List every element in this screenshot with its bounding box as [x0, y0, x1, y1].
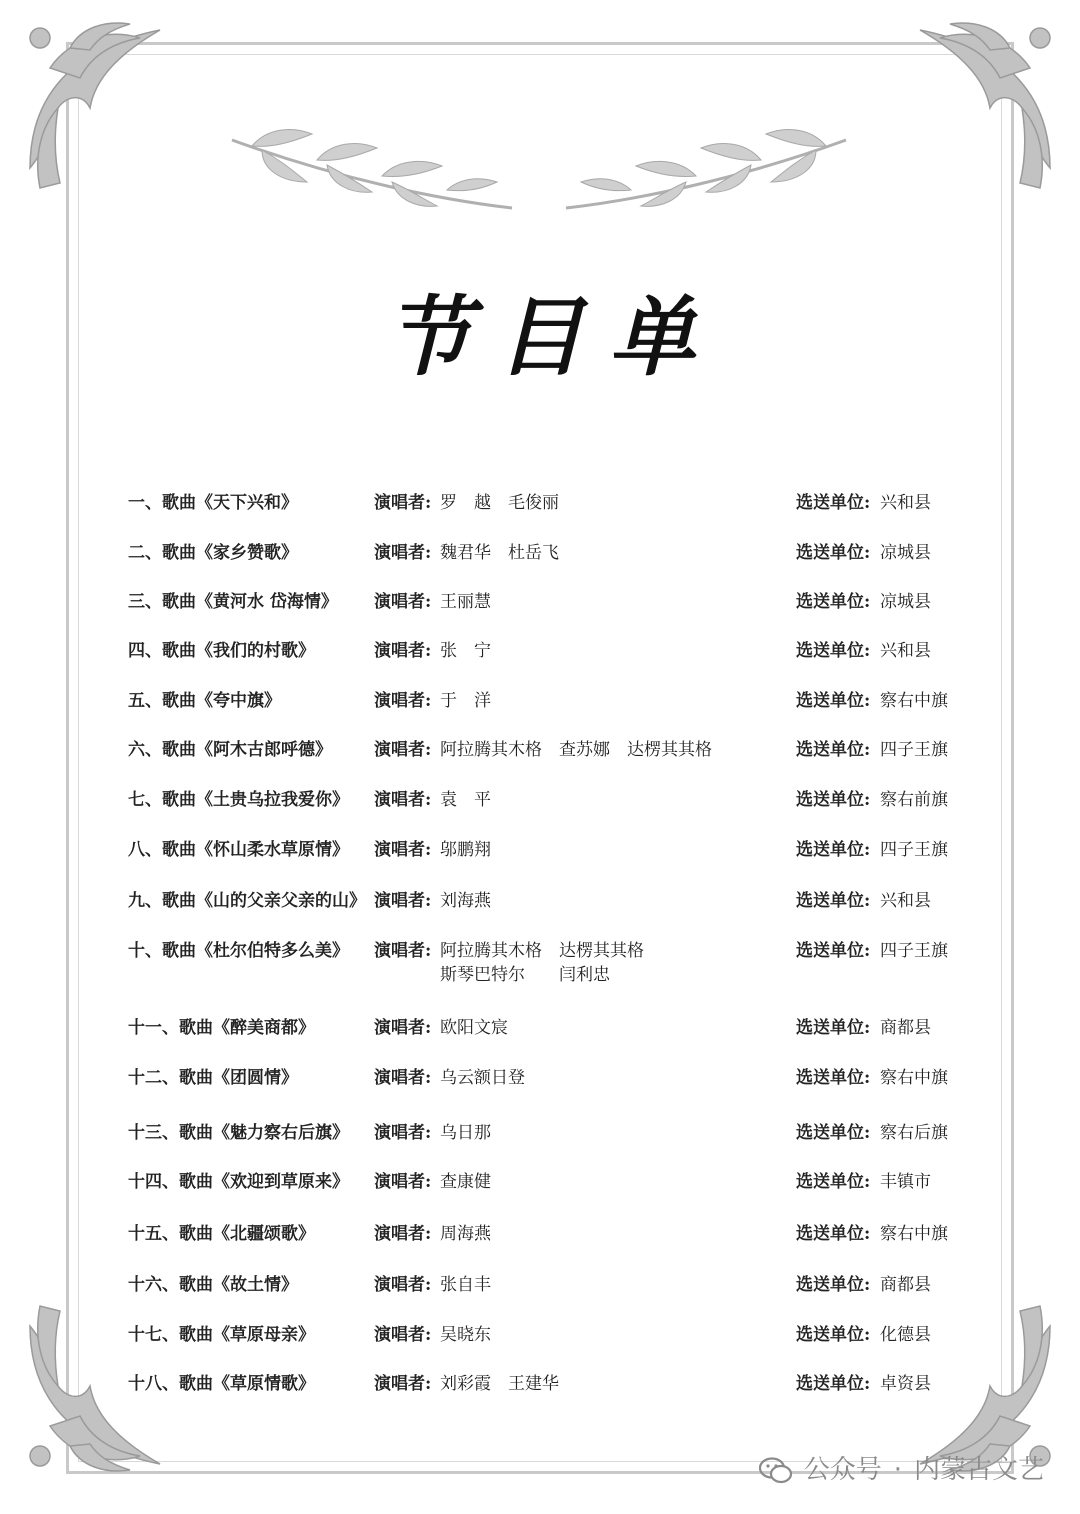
- song-title: 十六、歌曲《故土情》: [128, 1275, 298, 1295]
- unit: 凉城县: [880, 543, 931, 563]
- song-title: 十五、歌曲《北疆颂歌》: [128, 1224, 315, 1244]
- unit: 四子王旗: [880, 740, 948, 760]
- program-row: [0, 1013, 1080, 1043]
- performer-label: 演唱者:: [374, 1224, 432, 1244]
- performers: 阿拉腾其木格 达楞其其格: [440, 941, 644, 961]
- corner-ornament-top-right: [880, 8, 1070, 198]
- song-title: 十二、歌曲《团圆情》: [128, 1068, 298, 1088]
- performers: 欧阳文宸: [440, 1018, 508, 1038]
- laurel-branch-left-icon: [222, 120, 522, 220]
- unit-label: 选送单位:: [796, 740, 871, 760]
- unit-label: 选送单位:: [796, 641, 871, 661]
- performer-label: 演唱者:: [374, 543, 432, 563]
- program-row: [0, 1270, 1080, 1300]
- song-title: 七、歌曲《土贵乌拉我爱你》: [128, 790, 349, 810]
- program-row: [0, 936, 1080, 992]
- song-title: 四、歌曲《我们的村歌》: [128, 641, 315, 661]
- watermark-separator: ·: [893, 1455, 902, 1485]
- unit-label: 选送单位:: [796, 891, 871, 911]
- performers: 周海燕: [440, 1224, 491, 1244]
- song-title: 二、歌曲《家乡赞歌》: [128, 543, 298, 563]
- performer-label: 演唱者:: [374, 1325, 432, 1345]
- performer-label: 演唱者:: [374, 691, 432, 711]
- program-row: [0, 735, 1080, 765]
- unit: 察右中旗: [880, 1068, 948, 1088]
- page-title: 节目单: [385, 287, 721, 388]
- performer-label: 演唱者:: [374, 840, 432, 860]
- song-title: 十七、歌曲《草原母亲》: [128, 1325, 315, 1345]
- unit-label: 选送单位:: [796, 1224, 871, 1244]
- unit: 察右中旗: [880, 691, 948, 711]
- song-title: 十四、歌曲《欢迎到草原来》: [128, 1172, 349, 1192]
- song-title: 五、歌曲《夸中旗》: [128, 691, 281, 711]
- performer-label: 演唱者:: [374, 941, 432, 961]
- program-row: [0, 488, 1080, 518]
- watermark-account: 内蒙古文艺: [913, 1455, 1044, 1485]
- program-row: [0, 636, 1080, 666]
- performers: 王丽慧: [440, 592, 491, 612]
- corner-ornament-top-left: [10, 8, 200, 198]
- program-row: [0, 886, 1080, 916]
- performer-label: 演唱者:: [374, 891, 432, 911]
- program-row: [0, 1369, 1080, 1399]
- performers: 刘彩霞 王建华: [440, 1374, 559, 1394]
- song-title: 一、歌曲《天下兴和》: [128, 493, 298, 513]
- unit: 兴和县: [880, 891, 931, 911]
- unit-label: 选送单位:: [796, 1325, 871, 1345]
- song-title: 六、歌曲《阿木古郎呼德》: [128, 740, 332, 760]
- unit: 四子王旗: [880, 941, 948, 961]
- program-row: [0, 587, 1080, 617]
- unit: 察右中旗: [880, 1224, 948, 1244]
- performer-label: 演唱者:: [374, 1172, 432, 1192]
- unit-label: 选送单位:: [796, 1018, 871, 1038]
- unit: 兴和县: [880, 641, 931, 661]
- performers: 袁 平: [440, 790, 491, 810]
- performer-label: 演唱者:: [374, 1123, 432, 1143]
- performers: 邬鹏翔: [440, 840, 491, 860]
- watermark-channel: 公众号: [803, 1455, 882, 1485]
- unit: 卓资县: [880, 1374, 931, 1394]
- unit-label: 选送单位:: [796, 1172, 871, 1192]
- performer-label: 演唱者:: [374, 740, 432, 760]
- song-title: 十三、歌曲《魅力察右后旗》: [128, 1123, 349, 1143]
- song-title: 十、歌曲《杜尔伯特多么美》: [128, 941, 349, 961]
- song-title: 十一、歌曲《醉美商都》: [128, 1018, 315, 1038]
- unit-label: 选送单位:: [796, 493, 871, 513]
- performer-label: 演唱者:: [374, 1374, 432, 1394]
- performers: 张自丰: [440, 1275, 491, 1295]
- performers: 于 洋: [440, 691, 491, 711]
- wechat-icon: [758, 1456, 794, 1486]
- unit-label: 选送单位:: [796, 1275, 871, 1295]
- unit: 商都县: [880, 1018, 931, 1038]
- song-title: 三、歌曲《黄河水 岱海情》: [128, 592, 338, 612]
- program-row: [0, 686, 1080, 716]
- unit-label: 选送单位:: [796, 1068, 871, 1088]
- unit-label: 选送单位:: [796, 1123, 871, 1143]
- unit-label: 选送单位:: [796, 840, 871, 860]
- performers: 乌云额日登: [440, 1068, 525, 1088]
- performer-label: 演唱者:: [374, 1275, 432, 1295]
- song-title: 八、歌曲《怀山柔水草原情》: [128, 840, 349, 860]
- unit-label: 选送单位:: [796, 1374, 871, 1394]
- unit: 丰镇市: [880, 1172, 931, 1192]
- unit-label: 选送单位:: [796, 691, 871, 711]
- unit-label: 选送单位:: [796, 790, 871, 810]
- unit-label: 选送单位:: [796, 543, 871, 563]
- unit: 察右前旗: [880, 790, 948, 810]
- performers: 吴晓东: [440, 1325, 491, 1345]
- watermark: [758, 1450, 1044, 1490]
- performers: 刘海燕: [440, 891, 491, 911]
- laurel-branch-right-icon: [556, 120, 856, 220]
- program-row: [0, 538, 1080, 568]
- performers: 罗 越 毛俊丽: [440, 493, 559, 513]
- unit: 兴和县: [880, 493, 931, 513]
- program-row: [0, 1320, 1080, 1350]
- program-row: [0, 785, 1080, 815]
- program-row: [0, 1219, 1080, 1249]
- program-row: [0, 835, 1080, 865]
- program-row: [0, 1063, 1080, 1093]
- program-row: [0, 1118, 1080, 1148]
- performer-label: 演唱者:: [374, 493, 432, 513]
- unit: 凉城县: [880, 592, 931, 612]
- program-row: [0, 1167, 1080, 1197]
- performer-label: 演唱者:: [374, 1068, 432, 1088]
- song-title: 九、歌曲《山的父亲父亲的山》: [128, 891, 366, 911]
- performer-label: 演唱者:: [374, 592, 432, 612]
- performers: 阿拉腾其木格 查苏娜 达楞其其格: [440, 740, 712, 760]
- unit: 四子王旗: [880, 840, 948, 860]
- unit-label: 选送单位:: [796, 941, 871, 961]
- unit: 化德县: [880, 1325, 931, 1345]
- performer-label: 演唱者:: [374, 790, 432, 810]
- performer-label: 演唱者:: [374, 641, 432, 661]
- song-title: 十八、歌曲《草原情歌》: [128, 1374, 315, 1394]
- performers-second-line: 斯琴巴特尔 闫利忠: [440, 965, 610, 985]
- performers: 魏君华 杜岳飞: [440, 543, 559, 563]
- unit: 察右后旗: [880, 1123, 948, 1143]
- performers: 张 宁: [440, 641, 491, 661]
- unit: 商都县: [880, 1275, 931, 1295]
- unit-label: 选送单位:: [796, 592, 871, 612]
- performers: 乌日那: [440, 1123, 491, 1143]
- performer-label: 演唱者:: [374, 1018, 432, 1038]
- performers: 查康健: [440, 1172, 491, 1192]
